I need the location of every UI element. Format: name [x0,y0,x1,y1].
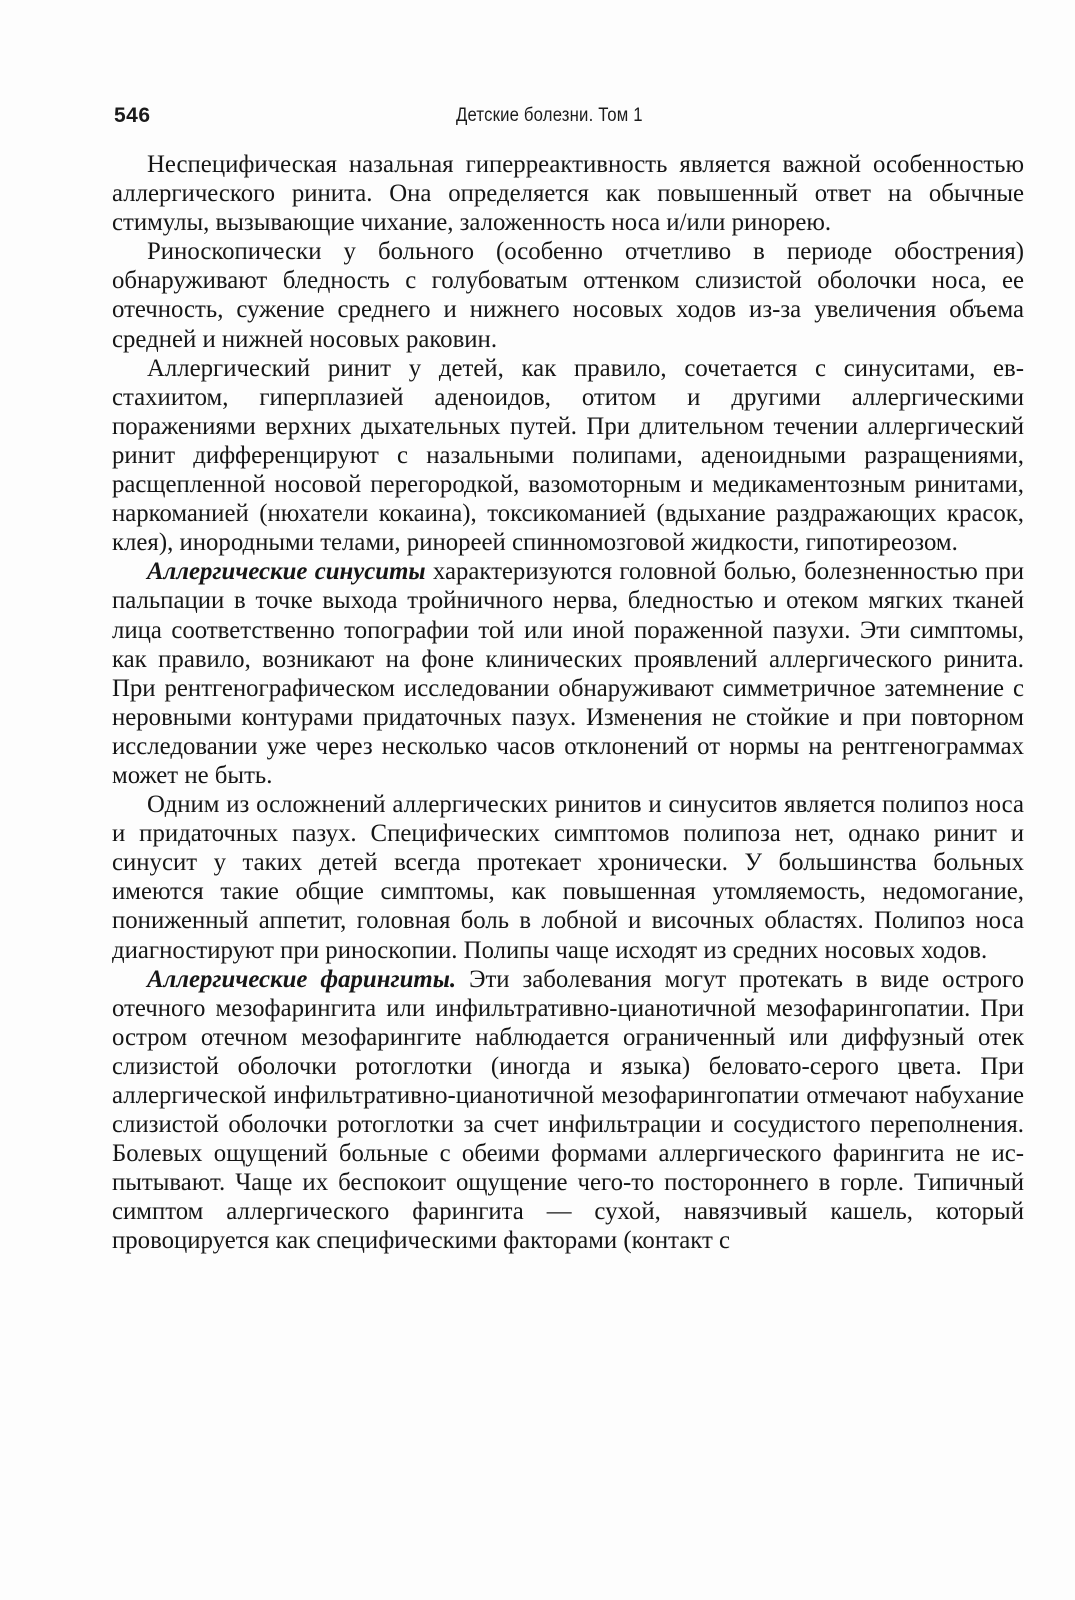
paragraph-text: Одним из осложнений аллергических ринитов и синуситов является полипоз носа и придаточных пазух. Специфических симптомов полипоза нет, однако ринит и синусит у таких детей всегда протекает хронически. У большинства больных имеются такие общие симптомы, как повышенная утомляемость, недомогание, пониженный аппетит, головная боль в лобной и височных областях. Полипоз носа диагностируют при риноскопии. Полипы чаще исходят из средних носовых ходов. [112,791,1024,964]
paragraph [112,557,1024,790]
paragraph-term: Аллергические синуситы [147,558,426,586]
paragraph-term: Аллергические фарингиты. [147,965,457,993]
paragraph [112,150,1024,237]
paragraph [112,965,1024,1256]
paragraph [112,354,1024,558]
body-text [112,150,1024,1256]
paragraph [112,237,1024,353]
paragraph-text: Неспецифическая назальная гиперреактивность является важной особенностью аллергического ринита. Она определяется как повышенный ответ на обычные стимулы, вызывающие чихание, заложенность носа и/или ринорею. [112,151,1024,237]
page-header [114,100,970,134]
paragraph-text: Эти заболевания могут протекать в виде острого отечного мезофарингита или инфильтративно-цианотичной мезофарингопатии. При остром отечном мезофарингите наблюдается ограниченный или диффузный отек слизистой оболочки ротоглотки (иногда и языка) беловато-серого цвета. При аллергической инфильтративно-цианотичной мезофарингопатии отмечают набухание слизистой оболочки ротоглотки за счет инфильтрации и сосудистого переполнения. Болевых ощущений больные с обеими формами аллергического фарингита не испытывают. Чаще их беспокоит ощущение чего-то постороннего в горле. Типичный симптом аллергического фарингита — сухой, навязчивый кашель, который провоцируется как специфическими факторами (контакт с [112,965,1024,1255]
paragraph [112,790,1024,965]
page-number: 546 [114,104,151,127]
paragraph-text: Риноскопически у больного (особенно отчетливо в периоде обострения) обнаруживают бледность с голубоватым оттенком слизистой оболочки носа, ее отечность, сужение среднего и нижнего носовых ходов из-за увеличения объема средней и нижней носовых раковин. [112,238,1024,353]
running-title: Детские болезни. Том 1 [456,105,643,126]
paragraph-text: характеризуются головной болью, болезненностью при пальпации в точке выхода тройничного нерва, бледностью и отеком мягких тканей лица соответственно топографии той или иной пораженной пазухи. Эти симптомы, как правило, возникают на фоне клинических проявлений аллергического ринита. При рентгенографическом исследовании обнаруживают симметричное затемнение с неровными контурами придаточных пазух. Изменения не стойкие и при повторном исследовании уже через несколько часов отклонений от нормы на рентгенограммах может не быть. [112,558,1024,789]
paragraph-text: Аллергический ринит у детей, как правило, сочетается с синуситами, евстахиитом, гиперплазией аденоидов, отитом и другими аллергическими поражениями верхних дыхательных путей. При длительном течении аллергический ринит дифференцируют с назальными полипами, аденоидными разращениями, расщепленной носовой перегородкой, вазомоторным и медикаментозным ринитами, наркоманией (нюхатели кокаина), токсикоманией (вдыхание раздражающих красок, клея), инородными телами, ринореей спинномозговой жидкости, гипотиреозом. [112,354,1024,557]
